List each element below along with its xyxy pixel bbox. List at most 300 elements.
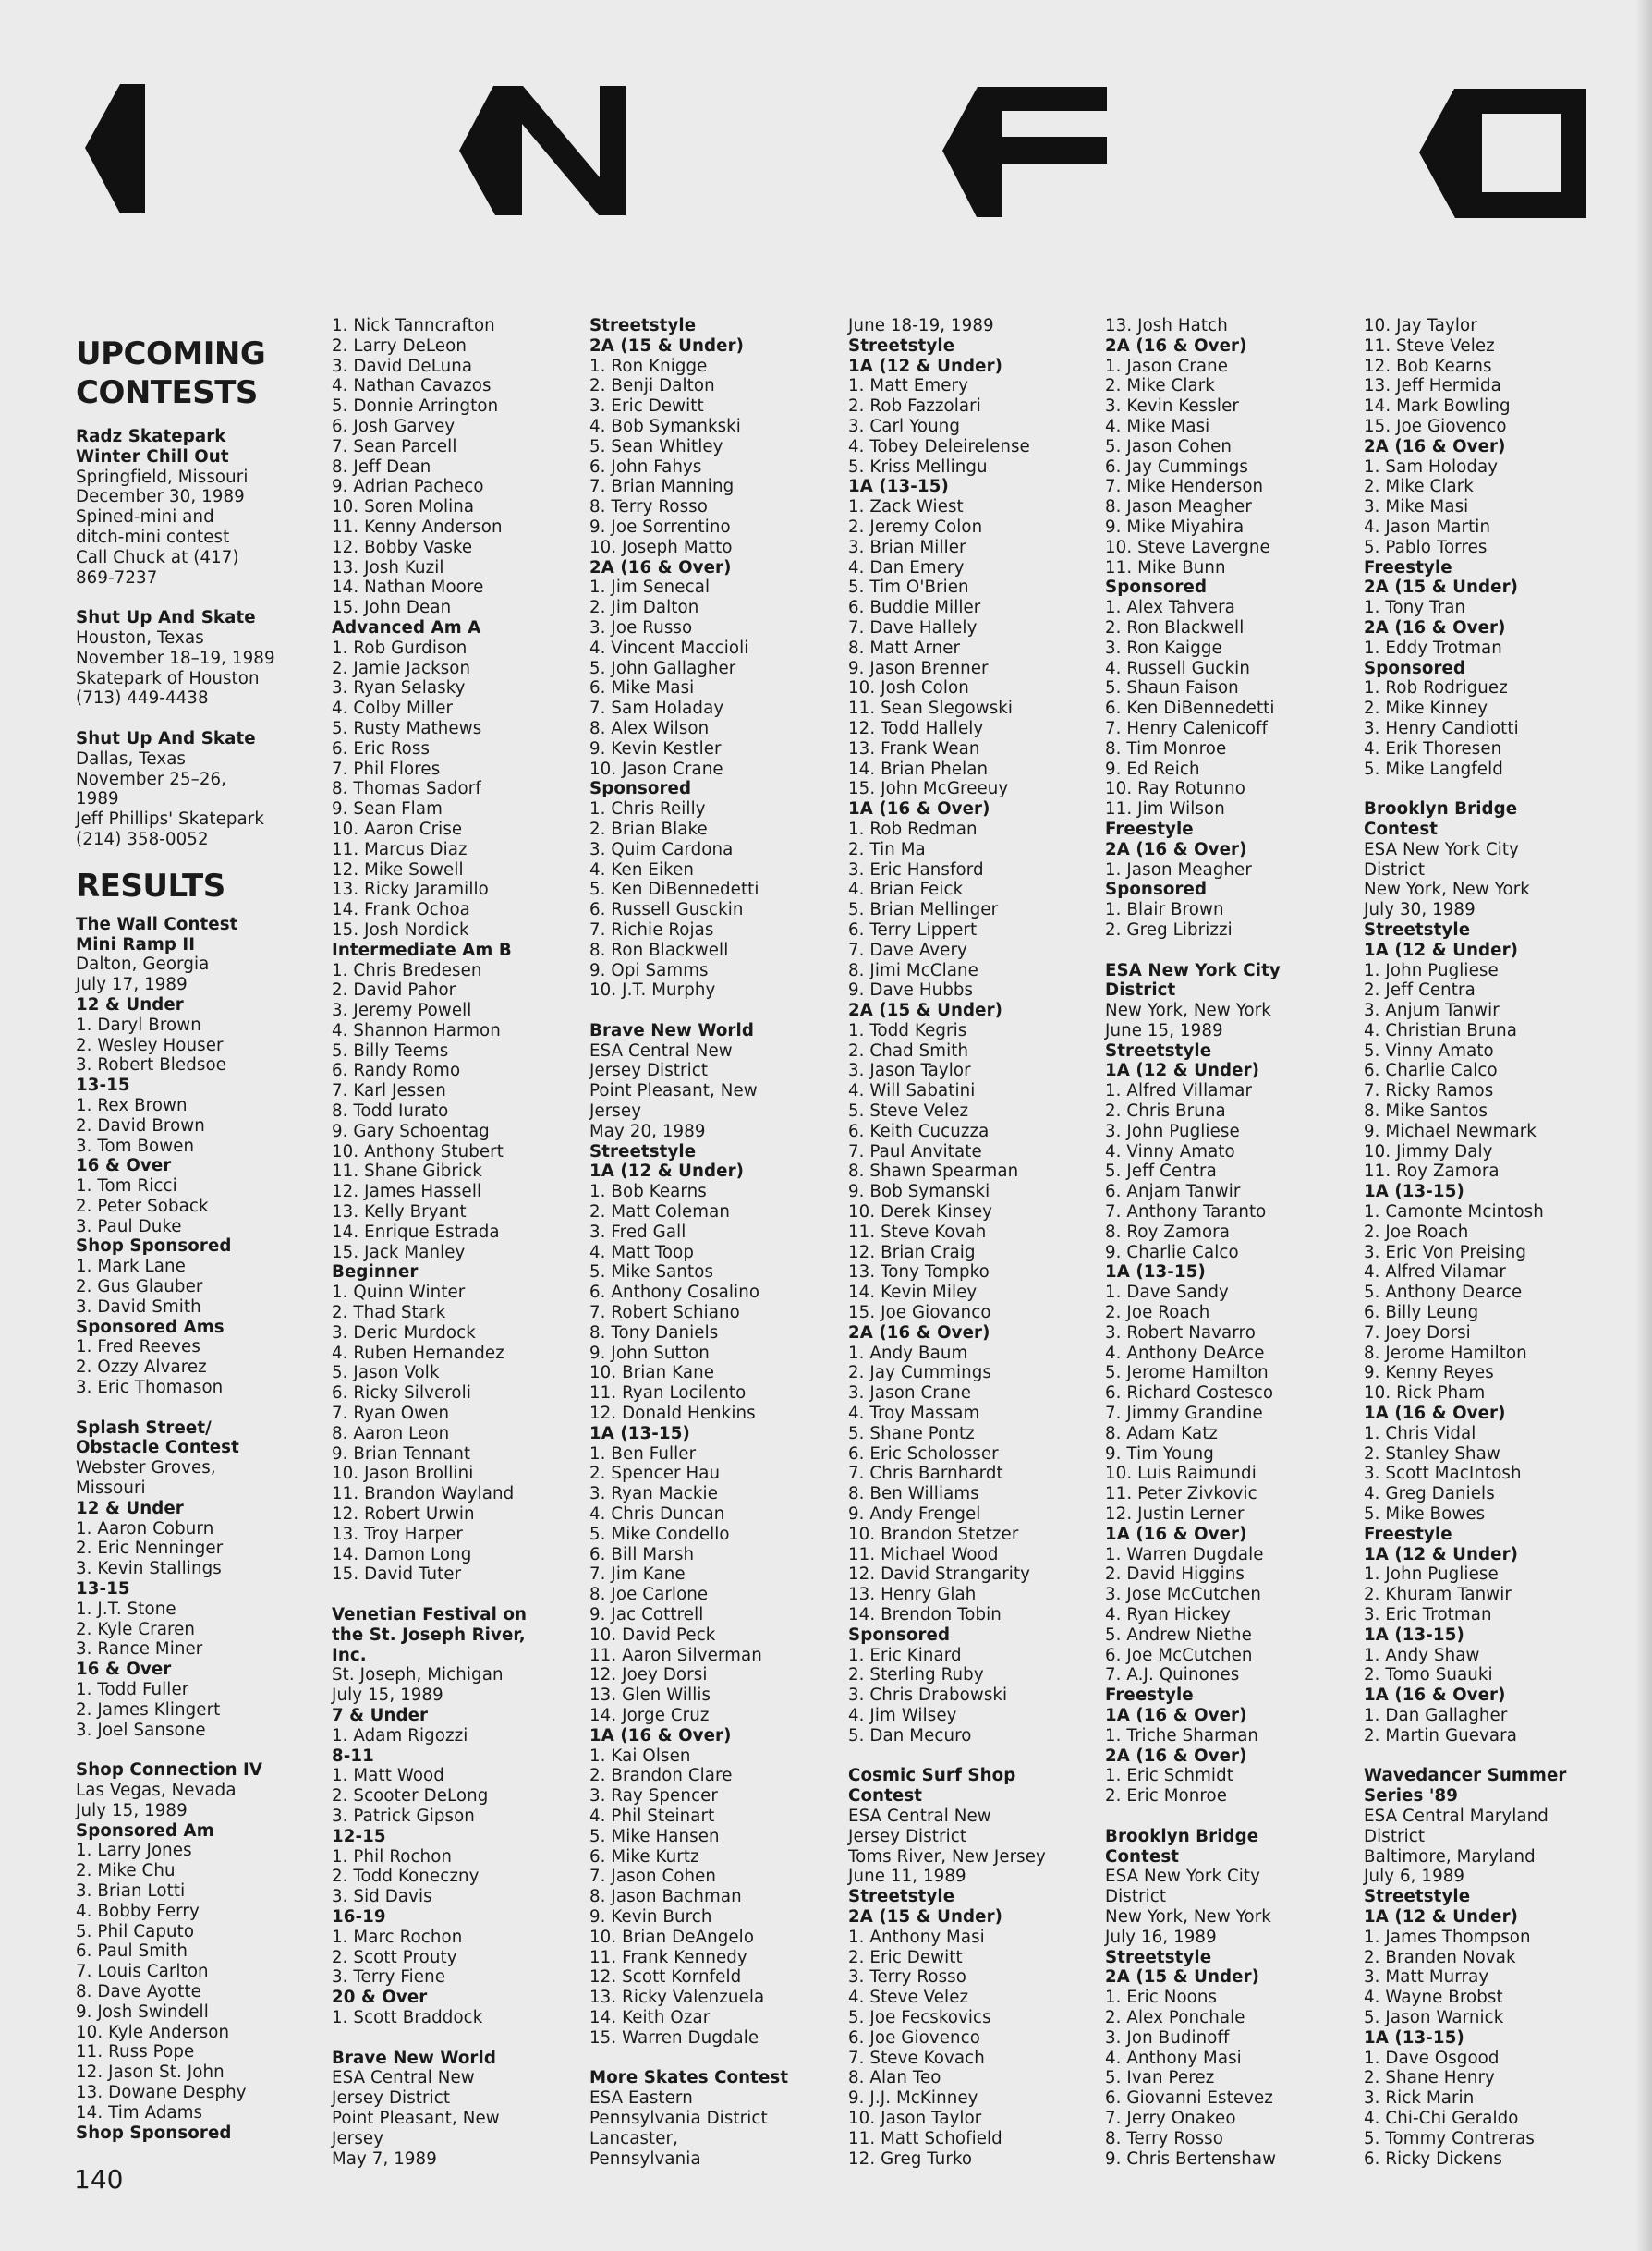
result-entry: 4. Christian Bruna bbox=[1364, 1020, 1517, 1040]
result-entry: 5. Mike Langfeld bbox=[1364, 759, 1503, 779]
result-entry: 1. Matt Wood bbox=[332, 1766, 444, 1786]
section-heading: 2A (16 & Over) bbox=[1364, 436, 1506, 456]
result-entry: 4. Chris Duncan bbox=[589, 1504, 725, 1525]
result-entry: 5. Ivan Perez bbox=[1105, 2068, 1215, 2088]
section-heading: 2A (16 & Over) bbox=[1105, 1746, 1247, 1766]
result-entry: 2. Ron Blackwell bbox=[1105, 617, 1245, 638]
result-entry: 2. Scott Prouty bbox=[332, 1947, 457, 1967]
result-entry: ditch-mini contest bbox=[76, 527, 230, 547]
section-gap bbox=[332, 1585, 595, 1605]
section-gap bbox=[1364, 779, 1627, 799]
result-entry: 14. Brian Phelan bbox=[848, 759, 989, 779]
result-entry: Dallas, Texas bbox=[76, 748, 187, 769]
result-entry: 4. Vinny Amato bbox=[1105, 1141, 1235, 1162]
result-entry: 6. Keith Cucuzza bbox=[848, 1121, 990, 1141]
result-entry: 7. Jim Kane bbox=[589, 1564, 686, 1585]
result-entry: 1. Fred Reeves bbox=[76, 1337, 200, 1357]
result-entry: July 6, 1989 bbox=[1364, 1867, 1465, 1887]
result-entry: 4. Wayne Brobst bbox=[1364, 1988, 1503, 2008]
result-entry: St. Joseph, Michigan bbox=[332, 1665, 504, 1685]
result-entry: 7. Joey Dorsi bbox=[1364, 1322, 1471, 1343]
result-entry: 9. Gary Schoentag bbox=[332, 1121, 490, 1141]
result-entry: 5. Jerome Hamilton bbox=[1105, 1363, 1269, 1383]
result-entry: 12. James Hassell bbox=[332, 1182, 482, 1202]
result-entry: 1. J.T. Stone bbox=[76, 1599, 176, 1619]
result-entry: 2. Gus Glauber bbox=[76, 1277, 203, 1297]
result-entry: 14. Nathan Moore bbox=[332, 578, 484, 598]
result-entry: 8. Alan Teo bbox=[848, 2068, 941, 2088]
result-entry: 12. Bobby Vaske bbox=[332, 537, 473, 557]
section-heading: Shop Sponsored bbox=[76, 1236, 232, 1257]
result-entry: 11. Brandon Wayland bbox=[332, 1484, 515, 1504]
section-heading: Sponsored bbox=[1105, 578, 1208, 598]
result-entry: 1. Larry Jones bbox=[76, 1841, 192, 1861]
result-entry: 10. Steve Lavergne bbox=[1105, 537, 1270, 557]
result-entry: July 15, 1989 bbox=[332, 1685, 443, 1706]
result-entry: 1. Rob Redman bbox=[848, 819, 978, 839]
result-entry: 3. Matt Murray bbox=[1364, 1967, 1489, 1988]
result-entry: 15. John McGreeuy bbox=[848, 779, 1009, 799]
result-entry: 2. Greg Librizzi bbox=[1105, 919, 1233, 940]
result-entry: 12. Mike Sowell bbox=[332, 859, 464, 880]
result-entry: 9. Adrian Pacheco bbox=[332, 477, 484, 497]
result-entry: 1. Andy Baum bbox=[848, 1343, 968, 1363]
result-entry: 3. Robert Bledsoe bbox=[76, 1055, 226, 1076]
result-entry: 6. Paul Smith bbox=[76, 1941, 188, 1962]
result-entry: 9. Tim Young bbox=[1105, 1443, 1214, 1464]
result-entry: New York, New York bbox=[1364, 880, 1530, 900]
result-entry: 7. Phil Flores bbox=[332, 759, 441, 779]
result-entry: Call Chuck at (417) bbox=[76, 547, 239, 567]
page-number: 140 bbox=[74, 2164, 124, 2195]
result-entry: 9. Chris Bertenshaw bbox=[1105, 2148, 1277, 2169]
section-heading: Series '89 bbox=[1364, 1786, 1459, 1807]
result-entry: 10. Ray Rotunno bbox=[1105, 779, 1245, 799]
result-entry: 3. Patrick Gipson bbox=[332, 1806, 475, 1826]
section-heading: 2A (15 & Under) bbox=[589, 335, 745, 356]
result-entry: 2. Alex Ponchale bbox=[1105, 2007, 1245, 2027]
result-entry: 8. Jason Bachman bbox=[589, 1887, 742, 1907]
result-entry: 3. Brian Lotti bbox=[76, 1880, 186, 1901]
result-entry: 9. Charlie Calco bbox=[1105, 1242, 1239, 1262]
result-entry: 8. Terry Rosso bbox=[589, 497, 708, 517]
result-entry: 3. Mike Masi bbox=[1364, 497, 1469, 517]
result-entry: 4. Anthony Masi bbox=[1105, 2048, 1242, 2068]
section-gap bbox=[76, 1740, 339, 1760]
section-heading: 12 & Under bbox=[76, 1498, 184, 1518]
result-entry: 1. Blair Brown bbox=[1105, 900, 1224, 920]
page-edge-shadow bbox=[1635, 0, 1652, 2251]
section-heading: Freestyle bbox=[1105, 1685, 1194, 1706]
result-entry: 8. Tony Daniels bbox=[589, 1322, 719, 1343]
section-heading: Streetstyle bbox=[1364, 919, 1471, 940]
section-heading: Freestyle bbox=[1364, 557, 1452, 578]
result-entry: 8. Alex Wilson bbox=[589, 718, 710, 738]
section-heading: ESA New York City bbox=[1105, 960, 1281, 980]
result-entry: 5. Jeff Centra bbox=[1105, 1162, 1217, 1182]
section-heading: 16-19 bbox=[332, 1906, 386, 1927]
result-entry: 3. Jose McCutchen bbox=[1105, 1585, 1262, 1605]
result-entry: 10. Josh Colon bbox=[848, 678, 969, 699]
result-entry: Springfield, Missouri bbox=[76, 467, 249, 487]
result-entry: 4. Steve Velez bbox=[848, 1988, 969, 2008]
result-entry: Point Pleasant, New bbox=[589, 1081, 758, 1101]
result-entry: 8. Dave Ayotte bbox=[76, 1981, 201, 2002]
result-entry: November 25–26, bbox=[76, 769, 227, 789]
result-entry: 1. Camonte Mcintosh bbox=[1364, 1202, 1544, 1223]
result-entry: 5. Vinny Amato bbox=[1364, 1040, 1494, 1061]
result-entry: 7. Mike Henderson bbox=[1105, 477, 1264, 497]
result-entry: 1. Dave Osgood bbox=[1364, 2048, 1500, 2068]
result-entry: 9. Kenny Reyes bbox=[1364, 1363, 1494, 1383]
section-heading: Streetstyle bbox=[589, 316, 697, 335]
section-heading: Brooklyn Bridge bbox=[1364, 799, 1518, 820]
result-entry: 2. Martin Guevara bbox=[1364, 1725, 1517, 1746]
logo-letter-n bbox=[459, 86, 626, 215]
section-heading: Contest bbox=[848, 1786, 923, 1807]
result-entry: 7. Jimmy Grandine bbox=[1105, 1404, 1263, 1424]
section-heading: 1A (16 & Over) bbox=[1364, 1685, 1506, 1706]
result-entry: 4. Erik Thoresen bbox=[1364, 738, 1502, 759]
result-entry: 5. Jason Volk bbox=[332, 1363, 440, 1383]
result-entry: 7. Paul Anvitate bbox=[848, 1141, 982, 1162]
result-entry: Jersey bbox=[332, 2128, 384, 2148]
result-entry: June 18-19, 1989 bbox=[848, 316, 994, 335]
result-entry: 14. Enrique Estrada bbox=[332, 1222, 500, 1242]
result-entry: 1. Zack Wiest bbox=[848, 497, 964, 517]
result-entry: 5. Shane Pontz bbox=[848, 1423, 975, 1443]
result-entry: 11. Matt Schofield bbox=[848, 2128, 1002, 2148]
result-entry: 2. James Klingert bbox=[76, 1699, 221, 1720]
result-entry: 3. Joel Sansone bbox=[76, 1720, 206, 1740]
result-entry: 2. Brian Blake bbox=[589, 819, 708, 839]
result-entry: 12. Joey Dorsi bbox=[589, 1665, 708, 1685]
result-entry: July 17, 1989 bbox=[76, 975, 188, 995]
result-entry: 2. Jamie Jackson bbox=[332, 658, 471, 678]
section-heading: Intermediate Am B bbox=[332, 940, 512, 960]
result-entry: 10. Joseph Matto bbox=[589, 537, 733, 557]
result-entry: 1. Andy Shaw bbox=[1364, 1645, 1480, 1665]
result-entry: 2. Eric Monroe bbox=[1105, 1786, 1228, 1807]
section-heading: Sponsored Am bbox=[76, 1820, 214, 1841]
result-entry: 3. Fred Gall bbox=[589, 1222, 686, 1242]
result-entry: 3. Carl Young bbox=[848, 416, 961, 436]
result-entry: 10. Derek Kinsey bbox=[848, 1202, 993, 1223]
section-heading: Sponsored bbox=[589, 779, 692, 799]
result-entry: 3. Ryan Mackie bbox=[589, 1484, 719, 1504]
section-heading: Freestyle bbox=[1364, 1524, 1452, 1544]
result-entry: 14. Brendon Tobin bbox=[848, 1605, 1002, 1624]
result-entry: 1. Scott Braddock bbox=[332, 2007, 483, 2027]
result-entry: District bbox=[1364, 1826, 1426, 1846]
result-entry: 3. Terry Fiene bbox=[332, 1967, 446, 1988]
result-entry: 11. Roy Zamora bbox=[1364, 1162, 1500, 1182]
result-entry: 11. Aaron Silverman bbox=[589, 1645, 762, 1665]
result-entry: 4. Jim Wilsey bbox=[848, 1705, 957, 1725]
result-entry: 4. Ken Eiken bbox=[589, 859, 694, 880]
section-heading: 2A (15 & Under) bbox=[1364, 578, 1519, 598]
section-heading: Shop Connection IV bbox=[76, 1760, 263, 1781]
result-entry: 4. Bob Symankski bbox=[589, 416, 741, 436]
result-entry: 5. Jason Warnick bbox=[1364, 2007, 1504, 2027]
result-entry: 1. James Thompson bbox=[1364, 1927, 1531, 1947]
result-entry: 10. J.T. Murphy bbox=[589, 980, 716, 1001]
section-heading: Freestyle bbox=[1105, 819, 1194, 839]
result-entry: 7. Karl Jessen bbox=[332, 1081, 446, 1101]
section-heading: Sponsored bbox=[1364, 658, 1466, 678]
result-entry: 9. John Sutton bbox=[589, 1343, 710, 1363]
result-entry: 1. Matt Emery bbox=[848, 376, 968, 396]
result-entry: 14. Jorge Cruz bbox=[589, 1705, 710, 1725]
section-heading: Contest bbox=[1364, 819, 1439, 839]
result-entry: 8. Jerome Hamilton bbox=[1364, 1343, 1527, 1363]
result-entry: 2. Eric Nenninger bbox=[76, 1539, 224, 1559]
result-entry: 13. Kelly Bryant bbox=[332, 1202, 467, 1223]
result-entry: 15. Josh Nordick bbox=[332, 919, 469, 940]
result-entry: 2. David Higgins bbox=[1105, 1564, 1245, 1585]
section-gap bbox=[1105, 1807, 1368, 1827]
masthead-info bbox=[0, 0, 1652, 277]
result-entry: 2. Wesley Houser bbox=[76, 1035, 224, 1055]
result-entry: 2. Kyle Craren bbox=[76, 1619, 196, 1639]
result-entry: 6. Terry Lippert bbox=[848, 919, 978, 940]
result-entry: 3. Rick Marin bbox=[1364, 2088, 1475, 2109]
result-entry: Skatepark of Houston bbox=[76, 668, 260, 688]
section-heading: Streetstyle bbox=[1364, 1887, 1471, 1907]
section-heading: The Wall Contest bbox=[76, 914, 238, 934]
result-entry: 15. Warren Dugdale bbox=[589, 2027, 759, 2048]
result-entry: 6. Eric Scholosser bbox=[848, 1443, 999, 1464]
result-entry: December 30, 1989 bbox=[76, 487, 245, 507]
result-entry: 1. Rex Brown bbox=[76, 1095, 188, 1115]
result-entry: 3. David DeLuna bbox=[332, 356, 473, 376]
section-heading: 2A (15 & Under) bbox=[848, 1001, 1003, 1021]
result-entry: 11. Marcus Diaz bbox=[332, 839, 468, 859]
result-entry: 13. Henry Glah bbox=[848, 1585, 977, 1605]
result-entry: 5. Donnie Arrington bbox=[332, 396, 499, 417]
result-entry: 2. Brandon Clare bbox=[589, 1766, 733, 1786]
result-entry: 9. Jac Cottrell bbox=[589, 1605, 704, 1624]
section-heading: 1A (12 & Under) bbox=[1364, 940, 1519, 960]
result-entry: 2. Thad Stark bbox=[332, 1303, 446, 1323]
result-entry: 3. Eric Dewitt bbox=[589, 396, 704, 417]
result-entry: 1. Chris Reilly bbox=[589, 799, 706, 820]
result-entry: 4. Dan Emery bbox=[848, 557, 965, 578]
result-entry: 13. Tony Tompko bbox=[848, 1262, 990, 1283]
section-heading: Streetstyle bbox=[1105, 1947, 1212, 1967]
result-entry: 1. Aaron Coburn bbox=[76, 1518, 214, 1539]
result-entry: 13. Dowane Desphy bbox=[76, 2082, 247, 2102]
result-entry: 1. Anthony Masi bbox=[848, 1927, 985, 1947]
result-entry: District bbox=[1364, 859, 1426, 880]
result-entry: 3. Anjum Tanwir bbox=[1364, 1001, 1500, 1021]
section-heading: 1A (13-15) bbox=[1364, 2027, 1464, 2048]
result-entry: 1. John Pugliese bbox=[1364, 1564, 1499, 1585]
result-entry: 5. Phil Caputo bbox=[76, 1921, 195, 1941]
result-entry: 5. Steve Velez bbox=[848, 1101, 969, 1122]
result-entry: 4. Jason Martin bbox=[1364, 517, 1491, 537]
result-entry: 10. Soren Molina bbox=[332, 497, 475, 517]
result-entry: 2. Shane Henry bbox=[1364, 2068, 1495, 2088]
result-entry: 3. Jason Taylor bbox=[848, 1061, 971, 1081]
section-heading: 1A (12 & Under) bbox=[1364, 1544, 1519, 1564]
result-entry: 10. Luis Raimundi bbox=[1105, 1464, 1257, 1484]
section-heading: 2A (16 & Over) bbox=[589, 557, 732, 578]
result-entry: 4. Vincent Maccioli bbox=[589, 638, 749, 658]
column-5 bbox=[1105, 316, 1368, 2169]
result-entry: 4. Will Sabatini bbox=[848, 1081, 976, 1101]
result-entry: 9. J.J. McKinney bbox=[848, 2088, 978, 2109]
result-entry: 3. Paul Duke bbox=[76, 1216, 182, 1236]
result-entry: 2. Joe Roach bbox=[1105, 1303, 1210, 1323]
section-heading: Radz Skatepark bbox=[76, 427, 226, 446]
result-entry: 6. Mike Masi bbox=[589, 678, 695, 699]
section-heading: 2A (16 & Over) bbox=[1105, 839, 1247, 859]
result-entry: 5. Joe Fecskovics bbox=[848, 2007, 991, 2027]
result-entry: 4. Greg Daniels bbox=[1364, 1484, 1495, 1504]
result-entry: ESA New York City bbox=[1364, 839, 1520, 859]
result-entry: 1. Eric Kinard bbox=[848, 1645, 962, 1665]
result-entry: 6. Anjam Tanwir bbox=[1105, 1182, 1241, 1202]
result-entry: 13. Josh Kuzil bbox=[332, 557, 444, 578]
result-entry: 8. Ben Williams bbox=[848, 1484, 979, 1504]
result-entry: 8. Aaron Leon bbox=[332, 1423, 450, 1443]
section-heading: Streetstyle bbox=[848, 1887, 955, 1907]
result-entry: Lancaster, bbox=[589, 2128, 679, 2148]
result-entry: 5. Jason Cohen bbox=[1105, 436, 1233, 456]
result-entry: 6. Ken DiBennedetti bbox=[1105, 699, 1275, 719]
result-entry: 7. Ryan Owen bbox=[332, 1404, 450, 1424]
result-entry: 1. Dan Gallagher bbox=[1364, 1705, 1508, 1725]
result-entry: 6. Joe Giovenco bbox=[848, 2027, 980, 2048]
result-entry: 7. Ricky Ramos bbox=[1364, 1081, 1494, 1101]
result-entry: 1. Todd Kegris bbox=[848, 1020, 967, 1040]
result-entry: 1. Ron Knigge bbox=[589, 356, 708, 376]
result-entry: July 15, 1989 bbox=[76, 1800, 188, 1820]
result-entry: 7. Jerry Onakeo bbox=[1105, 2108, 1236, 2128]
result-entry: 7. Dave Hallely bbox=[848, 617, 978, 638]
section-heading: Brave New World bbox=[589, 1020, 754, 1040]
section-heading: Sponsored bbox=[848, 1624, 951, 1645]
result-entry: 5. John Gallagher bbox=[589, 658, 736, 678]
result-entry: 2. Mike Clark bbox=[1105, 376, 1215, 396]
result-entry: District bbox=[1105, 1887, 1167, 1907]
section-heading: Shop Sponsored bbox=[76, 2123, 232, 2143]
result-entry: 3. Sid Davis bbox=[332, 1887, 432, 1907]
section-heading: Mini Ramp II bbox=[76, 934, 196, 955]
result-entry: ESA Central New bbox=[589, 1040, 733, 1061]
result-entry: Point Pleasant, New bbox=[332, 2108, 500, 2128]
result-entry: 5. Brian Mellinger bbox=[848, 900, 999, 920]
result-entry: 8. Adam Katz bbox=[1105, 1423, 1219, 1443]
results-column-1 bbox=[76, 915, 339, 2144]
result-entry: 15. Joe Giovenco bbox=[1364, 416, 1507, 436]
result-entry: 10. Jason Brollini bbox=[332, 1464, 474, 1484]
result-entry: 15. John Dean bbox=[332, 598, 452, 618]
result-entry: Jersey District bbox=[848, 1826, 967, 1846]
result-entry: 15. Jack Manley bbox=[332, 1242, 466, 1262]
section-heading: 2A (16 & Over) bbox=[1105, 335, 1247, 356]
upcoming-heading: UPCOMING bbox=[76, 335, 266, 372]
result-entry: 6. Randy Romo bbox=[332, 1061, 461, 1081]
section-heading: Beginner bbox=[332, 1262, 419, 1283]
result-entry: 8. Jimi McClane bbox=[848, 960, 978, 980]
result-entry: 6. Giovanni Estevez bbox=[1105, 2088, 1273, 2109]
result-entry: 9. Mike Miyahira bbox=[1105, 517, 1245, 537]
result-entry: 13. Jeff Hermida bbox=[1364, 376, 1501, 396]
result-entry: 14. Keith Ozar bbox=[589, 2007, 711, 2027]
result-entry: 2. Tomo Suauki bbox=[1364, 1665, 1493, 1685]
result-entry: 7. Louis Carlton bbox=[76, 1962, 209, 1982]
section-heading: District bbox=[1105, 980, 1176, 1001]
result-entry: New York, New York bbox=[1105, 1906, 1271, 1927]
result-entry: 3. Kevin Stallings bbox=[76, 1559, 222, 1579]
result-entry: 5. Billy Teems bbox=[332, 1040, 449, 1061]
result-entry: 7. Jason Cohen bbox=[589, 1867, 717, 1887]
section-gap bbox=[1105, 941, 1368, 961]
result-entry: 7. Sam Holaday bbox=[589, 699, 724, 719]
section-heading: 1A (13-15) bbox=[589, 1423, 690, 1443]
result-entry: 12. Bob Kearns bbox=[1364, 356, 1492, 376]
result-entry: 1. Chris Bredesen bbox=[332, 960, 482, 980]
result-entry: 5. Pablo Torres bbox=[1364, 537, 1488, 557]
result-entry: 869-7237 bbox=[76, 567, 158, 588]
result-entry: 11. Michael Wood bbox=[848, 1544, 999, 1564]
result-entry: 5. Mike Hansen bbox=[589, 1826, 720, 1846]
result-entry: 15. Joe Giovanco bbox=[848, 1303, 991, 1323]
result-entry: 2. Chad Smith bbox=[848, 1040, 969, 1061]
result-entry: ESA Central Maryland bbox=[1364, 1806, 1549, 1826]
result-entry: 13. Josh Hatch bbox=[1105, 316, 1228, 335]
result-entry: Jersey District bbox=[332, 2088, 451, 2109]
result-entry: Toms River, New Jersey bbox=[848, 1846, 1046, 1867]
section-heading: 16 & Over bbox=[76, 1660, 172, 1680]
result-entry: 3. Ryan Selasky bbox=[332, 678, 466, 699]
section-gap bbox=[76, 1398, 339, 1418]
result-entry: Missouri bbox=[76, 1478, 146, 1499]
result-entry: 1. Triche Sharman bbox=[1105, 1725, 1259, 1746]
section-heading: Advanced Am A bbox=[332, 617, 481, 638]
result-entry: 14. Tim Adams bbox=[76, 2102, 203, 2123]
result-entry: 8. Roy Zamora bbox=[1105, 1222, 1230, 1242]
logo-letter-f bbox=[942, 87, 1107, 217]
result-entry: 10. Jason Crane bbox=[589, 759, 723, 779]
result-entry: 9. Michael Newmark bbox=[1364, 1121, 1537, 1141]
result-entry: 1. Todd Fuller bbox=[76, 1680, 189, 1700]
result-entry: 2. Mike Chu bbox=[76, 1861, 176, 1881]
result-entry: 9. Ed Reich bbox=[1105, 759, 1200, 779]
result-entry: 1. Sam Holoday bbox=[1364, 456, 1499, 477]
result-entry: 4. Tobey Deleirelense bbox=[848, 436, 1030, 456]
section-heading: 1A (16 & Over) bbox=[589, 1725, 732, 1746]
result-entry: 1. Rob Rodriguez bbox=[1364, 678, 1508, 699]
result-entry: 6. Jay Cummings bbox=[1105, 456, 1248, 477]
result-entry: June 15, 1989 bbox=[1105, 1020, 1223, 1040]
result-entry: 2. Jim Dalton bbox=[589, 598, 699, 618]
result-entry: 5. Sean Whitley bbox=[589, 436, 723, 456]
section-heading: 2A (15 & Under) bbox=[848, 1906, 1003, 1927]
result-entry: 2. Stanley Shaw bbox=[1364, 1443, 1500, 1464]
section-heading: 1A (16 & Over) bbox=[848, 799, 990, 820]
result-entry: 1. John Pugliese bbox=[1364, 960, 1499, 980]
upcoming-heading-line2: CONTESTS bbox=[76, 374, 258, 411]
result-entry: Spined-mini and bbox=[76, 507, 214, 528]
result-entry: 6. Ricky Dickens bbox=[1364, 2148, 1502, 2169]
section-heading: 16 & Over bbox=[76, 1156, 172, 1176]
result-entry: 6. Anthony Cosalino bbox=[589, 1283, 760, 1303]
section-heading: 12 & Under bbox=[76, 994, 184, 1015]
result-entry: 7. Dave Avery bbox=[848, 940, 967, 960]
